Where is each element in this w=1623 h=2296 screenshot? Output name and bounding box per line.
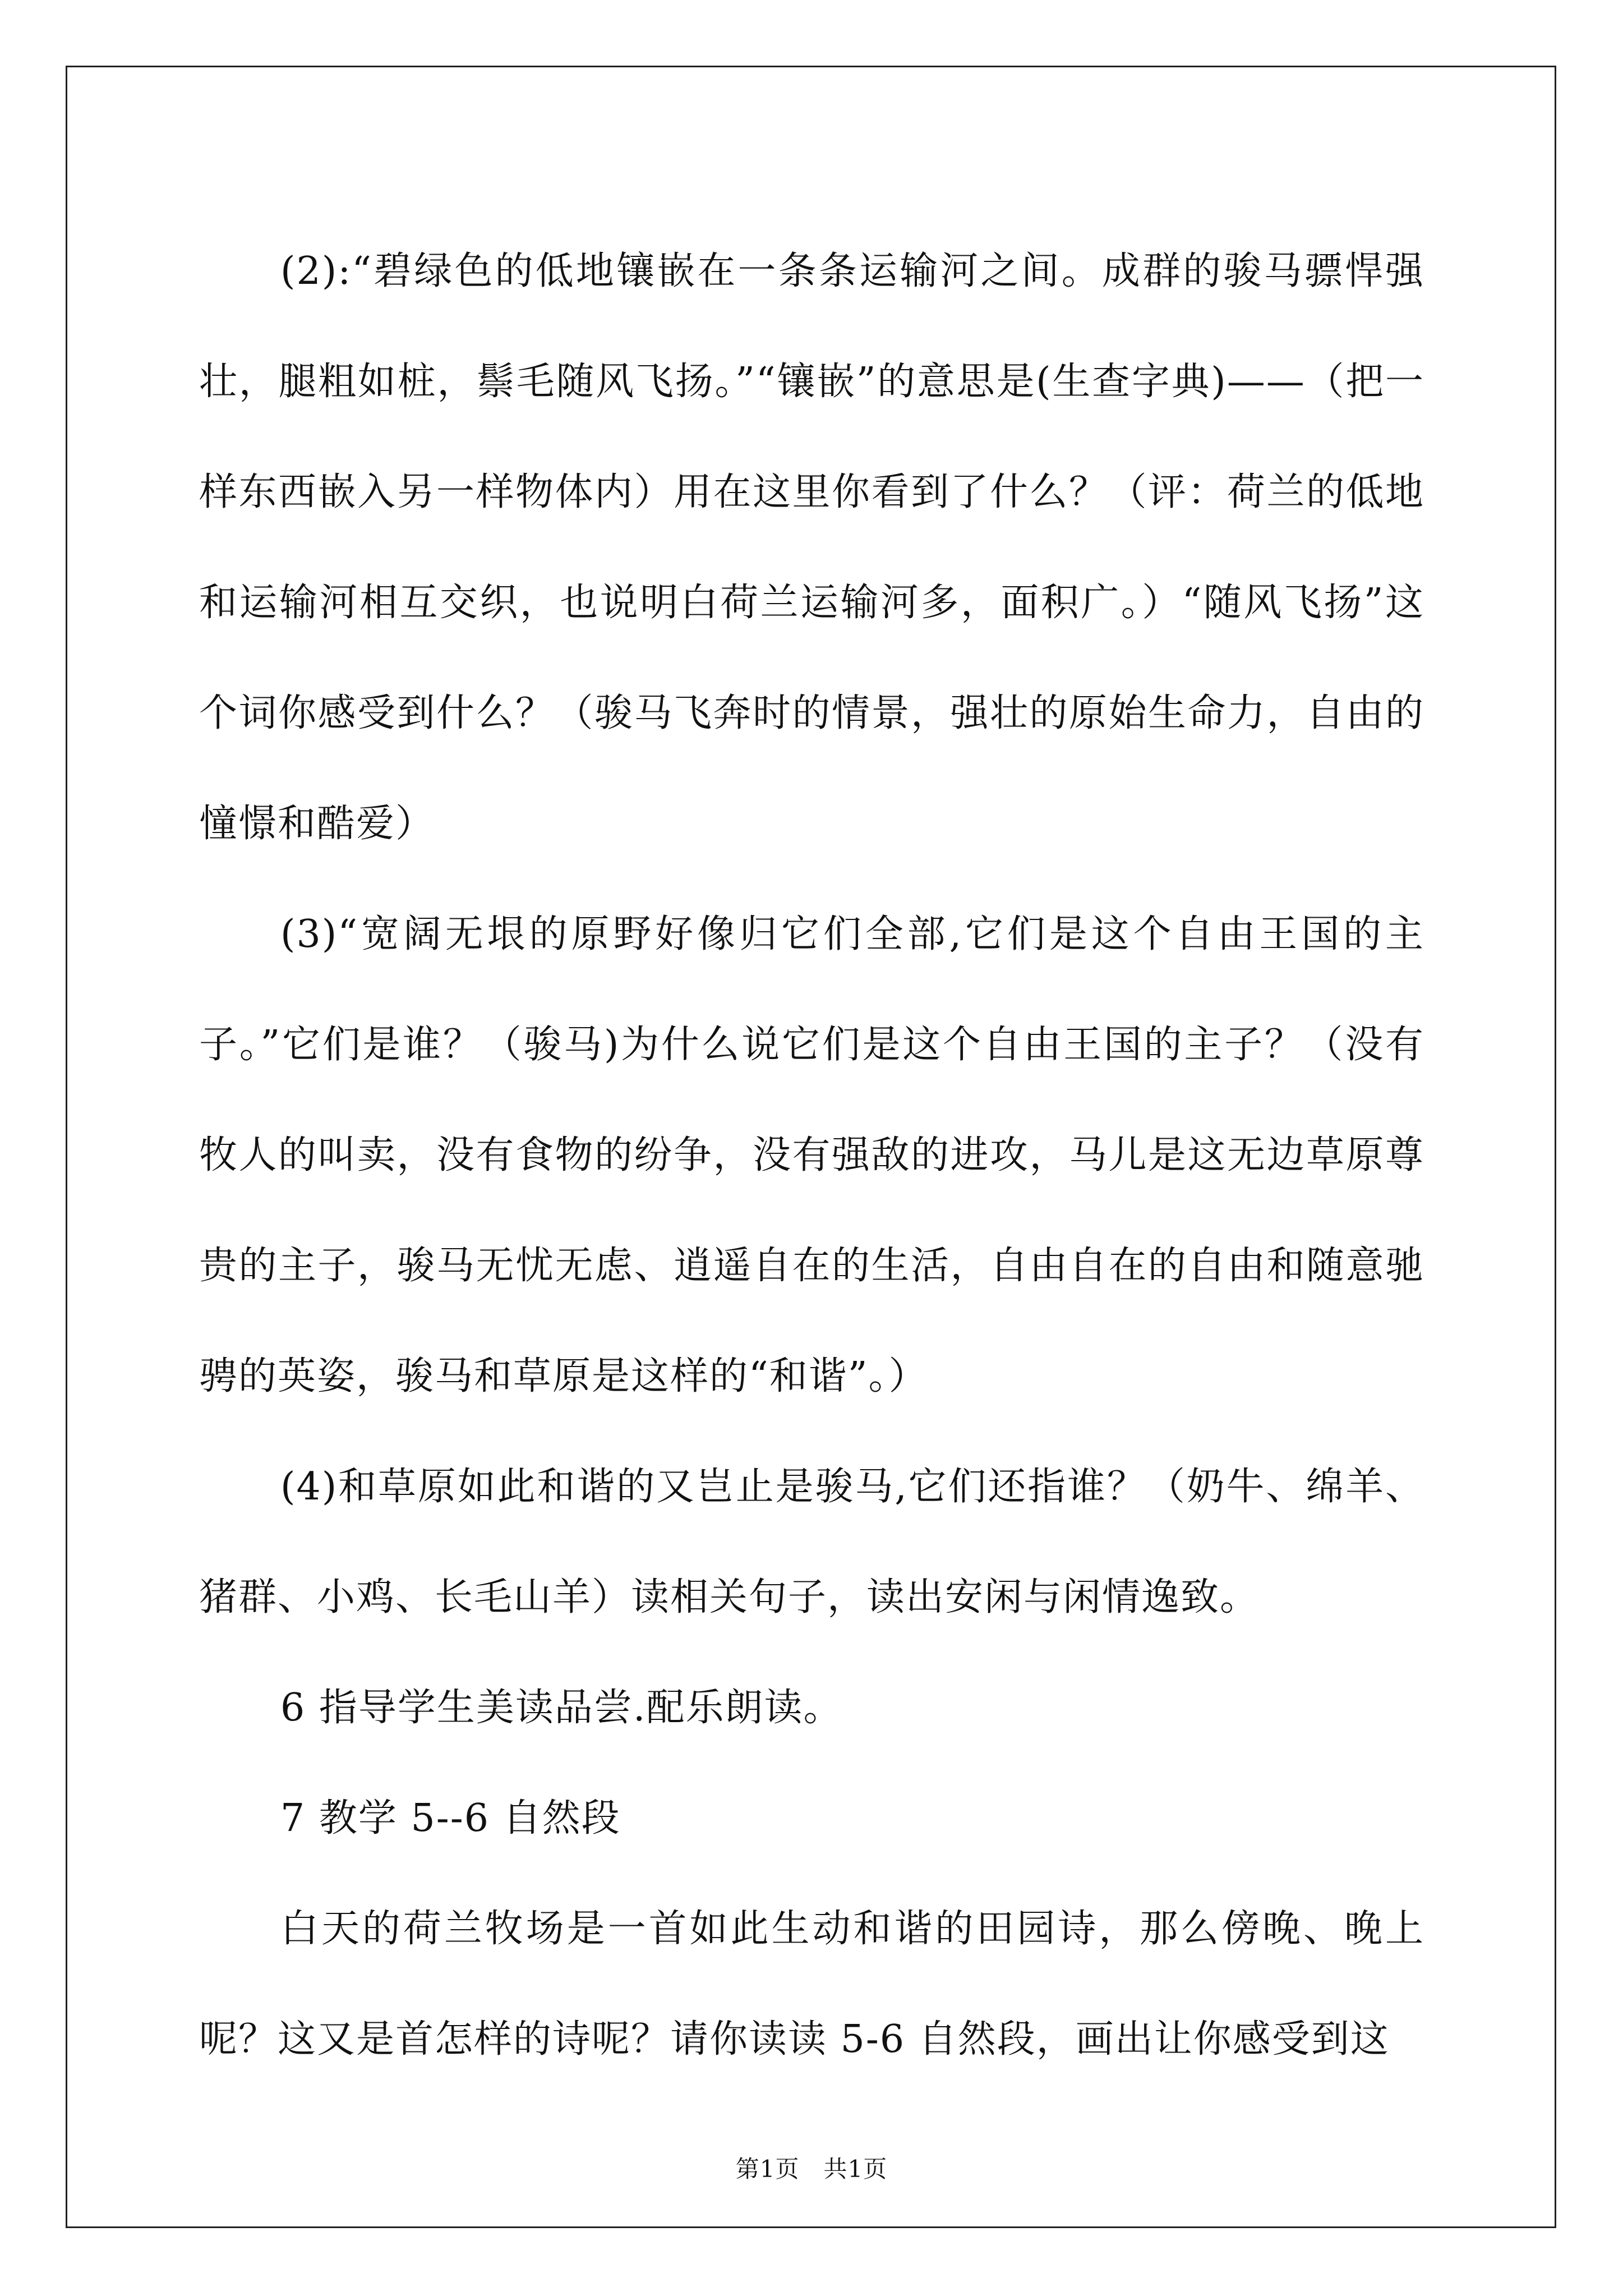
page-footer: 第1页 共1页: [735, 2155, 888, 2183]
paragraph-step-6: 6 指导学生美读品尝.配乐朗读。: [280, 1686, 843, 1730]
paragraph-evening: 白天的荷兰牧场是一首如此生动和谐的田园诗，那么傍晚、晚上呢？这又是首怎样的诗呢？请你读读 5-6 自然段，画出让你感受到这: [199, 1907, 1424, 2062]
paragraph-2: (2):“碧绿色的低地镶嵌在一条条运输河之间。成群的骏马骠悍强壮，腿粗如桩，鬃毛随风飞扬。”“镶嵌”的意思是(生查字典)——（把一样东西嵌入另一样物体内）用在这里你看到了什么？（评：荷兰的低地和运输河相互交织，也说明白荷兰运输河多，面积广。）“随风飞扬”这个词你感受到什么？（骏马飞奔时的情景，强壮的原始生命力，自由的憧憬和酷爱）: [199, 249, 1424, 846]
paragraph-4: (4)和草原如此和谐的又岂止是骏马,它们还指谁？（奶牛、绵羊、猪群、小鸡、长毛山羊）读相关句子，读出安闲与闲情逸致。: [199, 1465, 1424, 1619]
document-body: [199, 216, 1424, 2095]
paragraph-3: (3)“宽阔无垠的原野好像归它们全部,它们是这个自由王国的主子。”它们是谁？（骏马)为什么说它们是这个自由王国的主子？（没有牧人的叫卖，没有食物的纷争，没有强敌的进攻，马儿是这无边草原尊贵的主子，骏马无忧无虑、逍遥自在的生活，自由自在的自由和随意驰骋的英姿，骏马和草原是这样的“和谐”。）: [199, 912, 1424, 1398]
paragraph-step-7: 7 教学 5--6 自然段: [280, 1796, 621, 1841]
